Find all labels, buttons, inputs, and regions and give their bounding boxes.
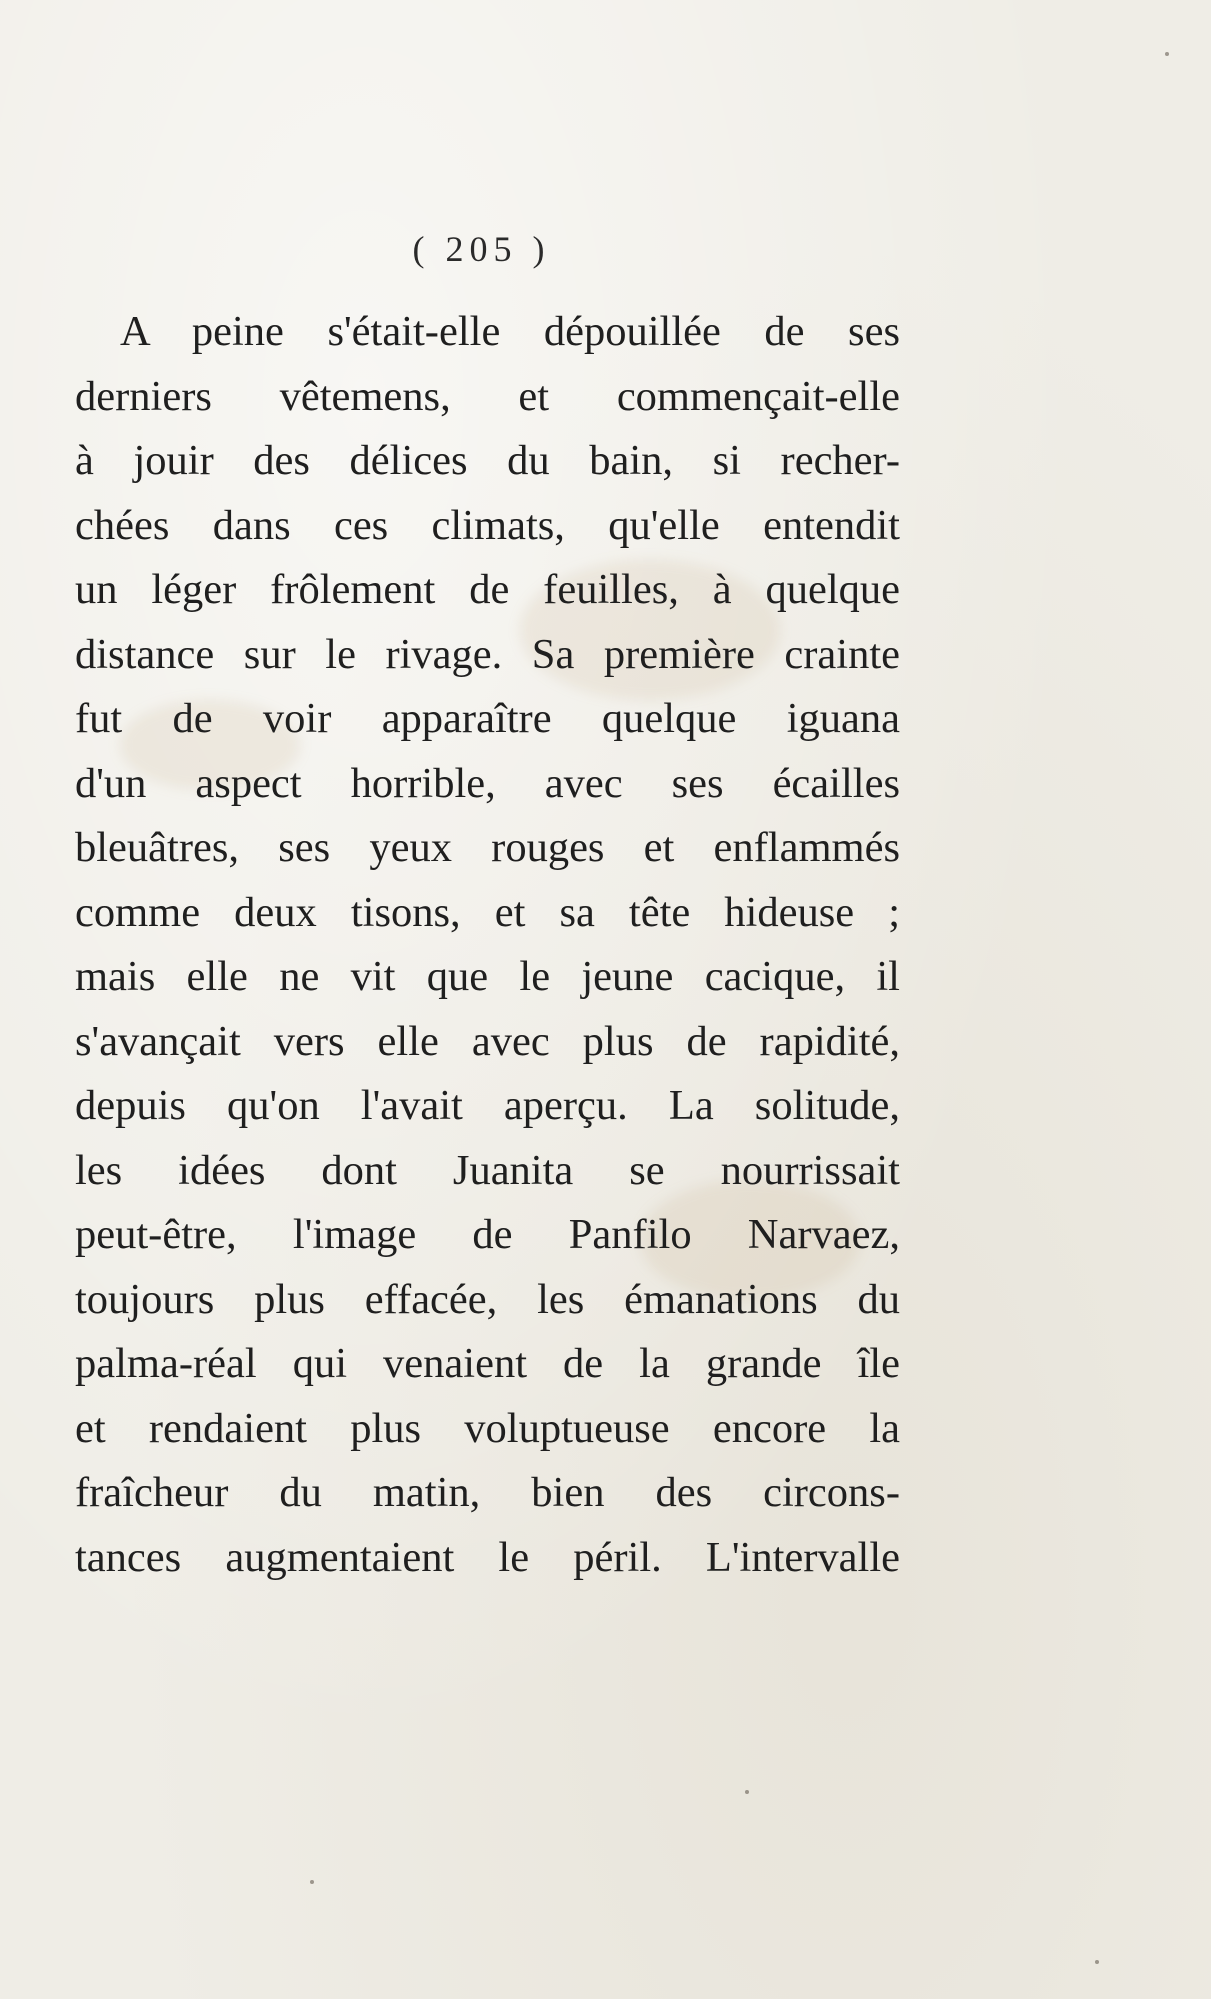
text-line: comme deux tisons, et sa tête hideuse ; (75, 888, 900, 936)
text-line: à jouir des délices du bain, si recher- (75, 437, 900, 484)
text-line: bleuâtres, ses yeux rouges et enflammés (75, 824, 900, 871)
text-line: chées dans ces climats, qu'elle entendit (75, 501, 900, 549)
text-line: un léger frôlement de feuilles, à quelque (75, 566, 900, 613)
paper-speck (310, 1880, 314, 1884)
text-line: A peine s'était-elle dépouillée de ses (120, 308, 900, 355)
text-line: s'avançait vers elle avec plus de rapidité, (75, 1017, 900, 1065)
text-line: et rendaient plus voluptueuse encore la (75, 1404, 900, 1452)
paper-speck (1095, 1960, 1099, 1964)
paper-speck (1165, 52, 1169, 56)
text-line: distance sur le rivage. Sa première crainte (75, 630, 900, 678)
text-line: palma-réal qui venaient de la grande île (75, 1340, 900, 1387)
page-number: ( 205 ) (412, 229, 551, 269)
text-line: d'un aspect horrible, avec ses écailles (75, 759, 900, 807)
text-line: fraîcheur du matin, bien des circons- (75, 1469, 900, 1516)
body-text (75, 300, 900, 1590)
text-line: depuis qu'on l'avait aperçu. La solitude, (75, 1082, 900, 1129)
paper-speck (745, 1790, 749, 1794)
text-line: peut-être, l'image de Panfilo Narvaez, (75, 1211, 900, 1258)
text-line: les idées dont Juanita se nourrissait (75, 1146, 900, 1194)
text-line: mais elle ne vit que le jeune cacique, il (75, 953, 900, 1000)
text-line: fut de voir apparaître quelque iguana (75, 695, 900, 742)
text-line: toujours plus effacée, les émanations du (75, 1275, 900, 1323)
text-line: tances augmentaient le péril. L'intervalle (75, 1533, 900, 1581)
text-line: derniers vêtemens, et commençait-elle (75, 372, 900, 420)
